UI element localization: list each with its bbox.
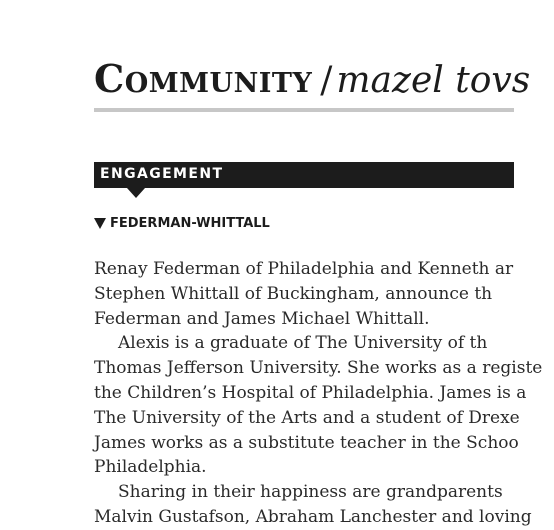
body-line: the Children’s Hospital of Philadelphia. James is a [94, 382, 527, 403]
triangle-bullet-icon [94, 218, 106, 229]
body-line: Sharing in their happiness are grandparents [118, 482, 503, 503]
announcement-headline [94, 216, 270, 231]
title-rule [94, 108, 514, 112]
body-line: Federman and James Michael Whittall. [94, 308, 430, 329]
announcement-body [94, 257, 554, 530]
category-label: ENGAGEMENT [100, 166, 224, 182]
body-line: Alexis is a graduate of The University of th [118, 333, 488, 354]
body-line: Philadelphia. [94, 457, 207, 478]
banner-pointer-icon [127, 188, 145, 198]
body-line: Stephen Whittall of Buckingham, announce th [94, 283, 493, 304]
section-name: Community [94, 56, 313, 101]
headline-text: FEDERMAN-WHITTALL [110, 216, 270, 231]
title-separator: / [320, 60, 333, 101]
body-line: Malvin Gustafson, Abraham Lanchester and loving [94, 506, 532, 527]
body-line: The University of the Arts and a student of Drexe [94, 407, 520, 428]
body-line: Renay Federman of Philadelphia and Kenneth ar [94, 259, 514, 279]
body-line: Thomas Jefferson University. She works as a registe [94, 358, 543, 379]
category-banner [94, 162, 514, 188]
page-title [94, 56, 531, 101]
subsection-name: mazel tovs [336, 60, 531, 101]
body-line: James works as a substitute teacher in the Schoo [94, 432, 519, 453]
